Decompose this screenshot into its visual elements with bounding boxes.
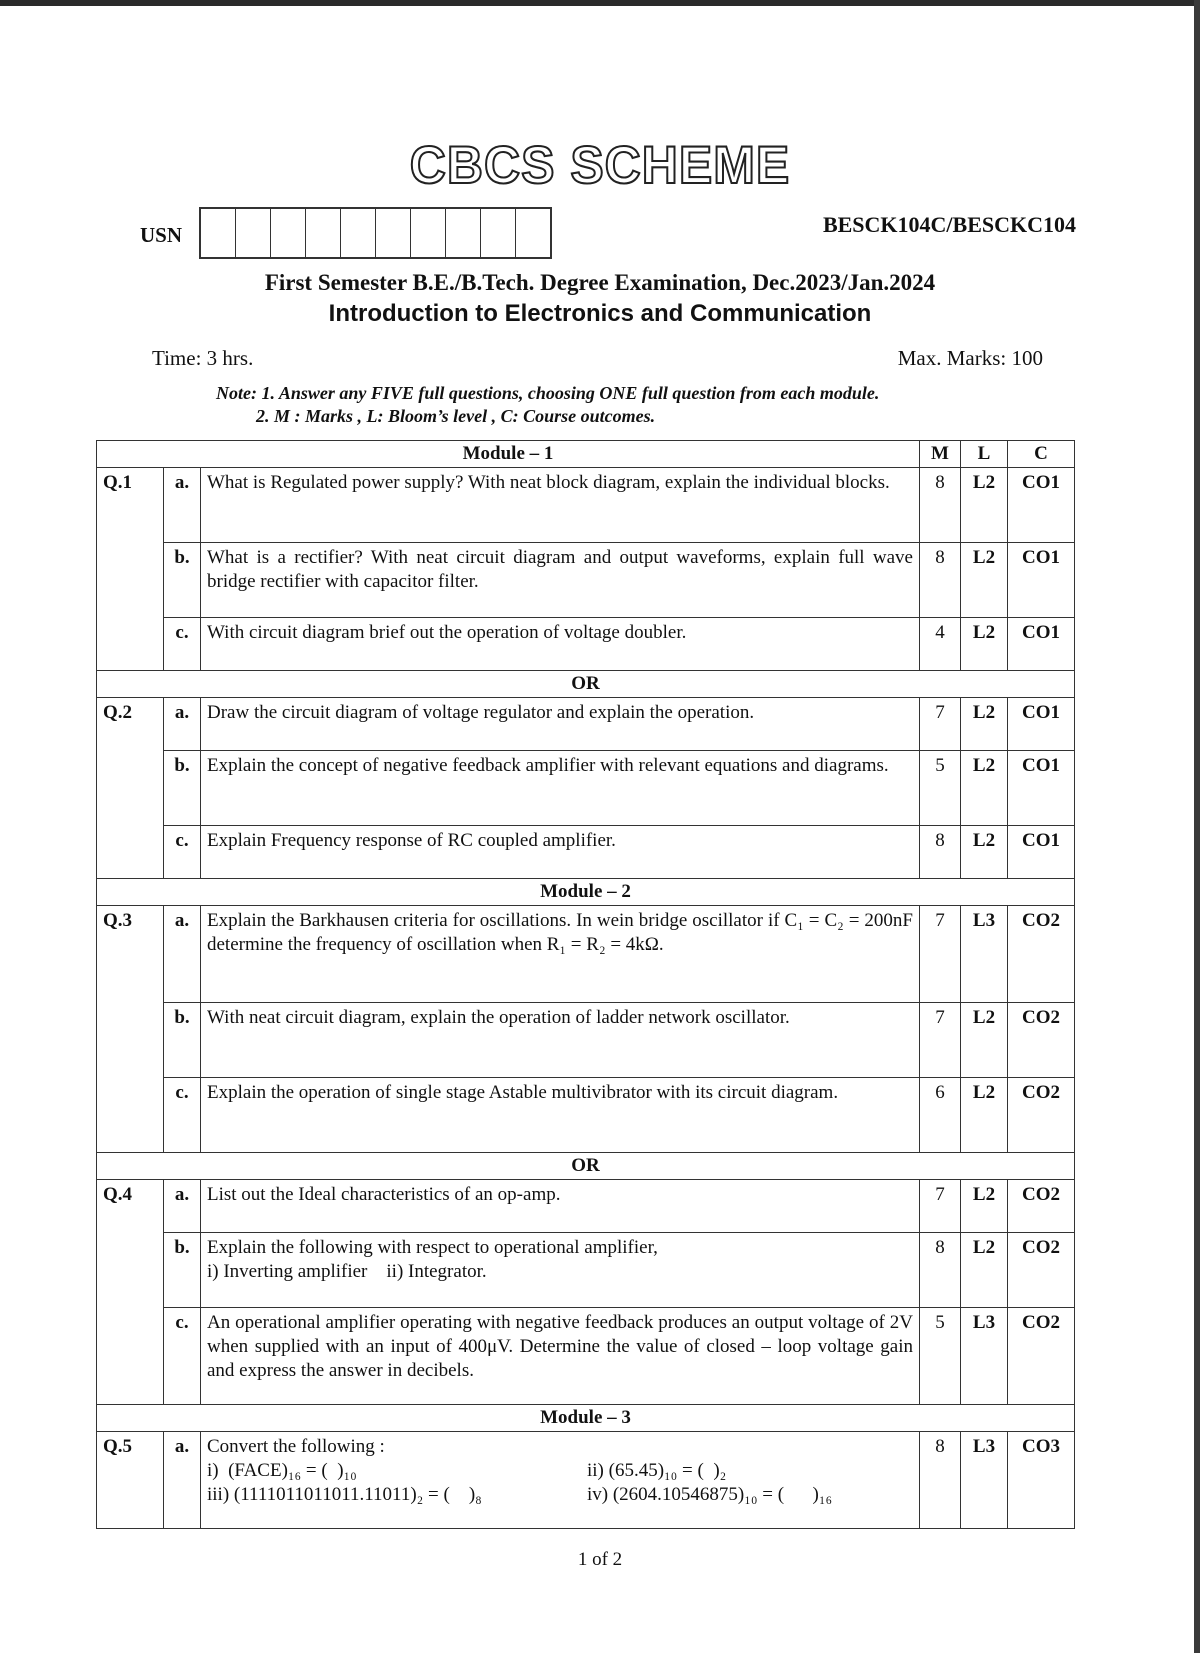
question-number: Q.3 (97, 906, 164, 1153)
module-row (97, 1405, 1075, 1432)
usn-label: USN (140, 223, 183, 247)
subject-title: Introduction to Electronics and Communication (328, 300, 872, 327)
module-heading: Module – 1 (97, 441, 920, 468)
outcome-value: CO1 (1008, 751, 1075, 826)
module-row (97, 879, 1075, 906)
scheme-title: CBCS SCHEME (409, 135, 791, 195)
table-row (97, 1308, 1075, 1405)
usn-box (271, 209, 306, 257)
marks-value: 7 (920, 698, 961, 751)
usn-box (411, 209, 446, 257)
outcome-value: CO1 (1008, 698, 1075, 751)
sub-label: a. (164, 698, 201, 751)
usn-box (341, 209, 376, 257)
table-row (97, 468, 1075, 543)
outcome-header: C (1008, 441, 1075, 468)
question-number: Q.5 (97, 1432, 164, 1529)
level-value: L2 (961, 1180, 1008, 1233)
marks-value: 7 (920, 1180, 961, 1233)
conversion-intro: Convert the following : (207, 1436, 385, 1457)
question-text (201, 1432, 920, 1529)
note-line-1: Note: 1. Answer any FIVE full questions, choosing ONE full question from each module. (216, 383, 880, 403)
marks-value: 8 (920, 826, 961, 879)
table-row (97, 1180, 1075, 1233)
marks-value: 8 (920, 468, 961, 543)
conversion-item: iii) (1111011011011.11011)₂ = ( )₈ (207, 1484, 482, 1505)
question-table (96, 440, 1075, 1529)
outcome-value: CO3 (1008, 1432, 1075, 1529)
question-number: Q.2 (97, 698, 164, 879)
outcome-value: CO2 (1008, 906, 1075, 1003)
outcome-value: CO2 (1008, 1180, 1075, 1233)
table-row (97, 751, 1075, 826)
marks-value: 7 (920, 1003, 961, 1078)
question-text: With circuit diagram brief out the operation of voltage doubler. (201, 618, 920, 671)
marks-value: 5 (920, 1308, 961, 1405)
level-value: L2 (961, 826, 1008, 879)
table-row (97, 1233, 1075, 1308)
note-line-2: 2. M : Marks , L: Bloom’s level , C: Course outcomes. (256, 406, 656, 426)
table-header-row (97, 441, 1075, 468)
level-header: L (961, 441, 1008, 468)
marks-value: 8 (920, 1233, 961, 1308)
conversion-list (207, 1459, 913, 1507)
table-row (97, 906, 1075, 1003)
level-value: L2 (961, 468, 1008, 543)
question-text: With neat circuit diagram, explain the operation of ladder network oscillator. (201, 1003, 920, 1078)
usn-box (376, 209, 411, 257)
outcome-value: CO2 (1008, 1308, 1075, 1405)
outcome-value: CO1 (1008, 468, 1075, 543)
level-value: L3 (961, 906, 1008, 1003)
conversion-item: ii) (65.45)₁₀ = ( )₂ (587, 1460, 727, 1481)
usn-box (306, 209, 341, 257)
sub-label: b. (164, 543, 201, 618)
table-row (97, 618, 1075, 671)
level-value: L3 (961, 1432, 1008, 1529)
question-number: Q.1 (97, 468, 164, 671)
sub-label: c. (164, 1308, 201, 1405)
marks-value: 6 (920, 1078, 961, 1153)
table-row (97, 698, 1075, 751)
question-text (201, 1233, 920, 1308)
sub-label: a. (164, 1432, 201, 1529)
level-value: L2 (961, 618, 1008, 671)
course-code: BESCK104C/BESCKC104 (822, 212, 1076, 237)
usn-box (201, 209, 236, 257)
usn-box (516, 209, 550, 257)
sub-label: a. (164, 906, 201, 1003)
marks-value: 5 (920, 751, 961, 826)
table-row (97, 826, 1075, 879)
sub-label: c. (164, 826, 201, 879)
outcome-value: CO1 (1008, 826, 1075, 879)
question-text: What is a rectifier? With neat circuit diagram and output waveforms, explain full wave bridge rectifier with capacitor filter. (201, 543, 920, 618)
module-heading: Module – 3 (97, 1405, 1075, 1432)
question-text: List out the Ideal characteristics of an op-amp. (201, 1180, 920, 1233)
sub-label: c. (164, 1078, 201, 1153)
time-duration: Time: 3 hrs. (152, 346, 254, 370)
level-value: L2 (961, 1233, 1008, 1308)
question-text: What is Regulated power supply? With neat block diagram, explain the individual blocks. (201, 468, 920, 543)
or-row (97, 1153, 1075, 1180)
table-row (97, 1078, 1075, 1153)
conversion-item: i) (FACE)₁₆ = ( )₁₀ (207, 1460, 357, 1481)
sub-label: b. (164, 1233, 201, 1308)
question-text: Draw the circuit diagram of voltage regulator and explain the operation. (201, 698, 920, 751)
marks-header: M (920, 441, 961, 468)
module-heading: Module – 2 (97, 879, 1075, 906)
table-row (97, 543, 1075, 618)
marks-value: 8 (920, 543, 961, 618)
usn-box (236, 209, 271, 257)
or-label: OR (97, 671, 1075, 698)
usn-boxes (199, 207, 552, 259)
exam-title: First Semester B.E./B.Tech. Degree Examination, Dec.2023/Jan.2024 (264, 270, 936, 295)
question-text: An operational amplifier operating with negative feedback produces an output voltage of 2V when supplied with an input of 400μV. Determine the value of closed – loop voltage gain and express the answer in decibels. (201, 1308, 920, 1405)
question-text: Explain the concept of negative feedback amplifier with relevant equations and diagrams. (201, 751, 920, 826)
level-value: L2 (961, 1078, 1008, 1153)
conversion-item: iv) (2604.10546875)₁₀ = ( )₁₆ (587, 1484, 833, 1505)
level-value: L2 (961, 543, 1008, 618)
outcome-value: CO1 (1008, 618, 1075, 671)
sub-label: c. (164, 618, 201, 671)
outcome-value: CO2 (1008, 1003, 1075, 1078)
sub-label: a. (164, 1180, 201, 1233)
question-text: Explain the operation of single stage Astable multivibrator with its circuit diagram. (201, 1078, 920, 1153)
question-text: Explain Frequency response of RC coupled amplifier. (201, 826, 920, 879)
or-row (97, 671, 1075, 698)
sub-label: b. (164, 1003, 201, 1078)
marks-value: 7 (920, 906, 961, 1003)
level-value: L2 (961, 751, 1008, 826)
level-value: L2 (961, 1003, 1008, 1078)
question-number: Q.4 (97, 1180, 164, 1405)
scan-border-top (0, 0, 1200, 6)
scan-border-right (1194, 0, 1200, 1653)
question-text: Explain the Barkhausen criteria for oscillations. In wein bridge oscillator if C₁ = C₂ = 200nF determine the frequency of oscillation when R₁ = R₂ = 4kΩ. (201, 906, 920, 1003)
sub-label: b. (164, 751, 201, 826)
usn-box (446, 209, 481, 257)
page-number: 1 of 2 (577, 1549, 623, 1570)
sub-label: a. (164, 468, 201, 543)
question-text-line: Explain the following with respect to operational amplifier, (207, 1237, 658, 1258)
max-marks: Max. Marks: 100 (897, 346, 1043, 370)
outcome-value: CO1 (1008, 543, 1075, 618)
outcome-value: CO2 (1008, 1078, 1075, 1153)
usn-box (481, 209, 516, 257)
level-value: L3 (961, 1308, 1008, 1405)
table-row (97, 1003, 1075, 1078)
outcome-value: CO2 (1008, 1233, 1075, 1308)
marks-value: 4 (920, 618, 961, 671)
level-value: L2 (961, 698, 1008, 751)
or-label: OR (97, 1153, 1075, 1180)
table-row (97, 1432, 1075, 1529)
question-text-line: i) Inverting amplifier ii) Integrator. (207, 1261, 487, 1282)
marks-value: 8 (920, 1432, 961, 1529)
